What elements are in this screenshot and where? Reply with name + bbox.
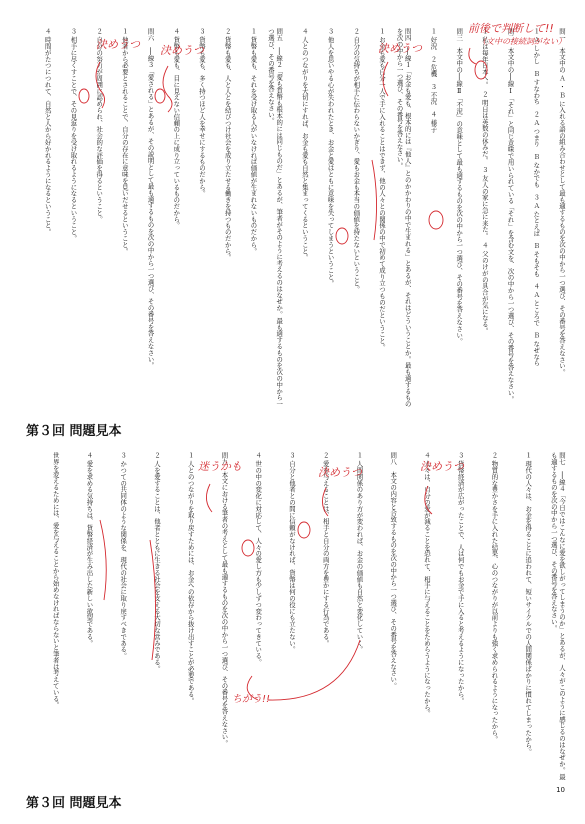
text-column: ２ 貨幣も愛も、人と人とを結びつけ社会を成り立たせる働きを持つものだから。 bbox=[223, 28, 232, 261]
text-column: ４ 人々は、自分の愛が減ることを恐れて、相手に与えることをためらうようになったから。 bbox=[423, 452, 431, 717]
annotation-8: ちがう!! bbox=[232, 694, 271, 705]
top-columns bbox=[26, 28, 566, 408]
text-column: ３ 貨幣経済が広がったことで、人は何でもお金で手に入ると考えるようになったから。 bbox=[456, 452, 465, 704]
text-column: 世界を変えるためには、愛を与えることから始めなければならないと筆者は考えている。 bbox=[51, 452, 60, 708]
text-column: １ お金も愛も自分一人で手に入れることはできず、他の人々との関係の中で初めて成り立つものだということ。 bbox=[378, 28, 386, 351]
text-column: ３ かつての共同体のような関係を、現代の社会に取り戻すべきである。 bbox=[119, 452, 128, 659]
text-column: ４ 人とのつながりを大切にすれば、お金も愛も自然と集まってくるということ。 bbox=[300, 28, 309, 261]
text-column: ２ 自分の努力が周囲に認められ、社会的な評価を得るということ。 bbox=[95, 28, 104, 223]
text-column: １ 人間関係のあり方が変われば、お金の価値も自然と変化していく。 bbox=[355, 452, 364, 653]
text-column: １ 現代の人々は、お金を得ることに追われて、短いサイクルでの人間関係ばかりに慣れてしまったから。 bbox=[524, 452, 533, 755]
text-column: 問一 本文中の Ａ ・ Ｂ に入れる語の組み合わせとして最も適するものを次の中から一つ選び、その番号を答えなさい。 bbox=[558, 28, 566, 376]
annotation-2: 決めうつ bbox=[160, 44, 204, 57]
text-column: ４ 世の中の変化に対応して、人々の愛し方も少しずつ変わってきている。 bbox=[254, 452, 263, 666]
text-column: ４ 時間がたつにつれて、自然と人から好かれるようになるということ。 bbox=[43, 28, 52, 235]
text-column: ２ 自分の気持ちが相手に伝わらないかぎり、愛もお金も本当の価値を持たないということ。 bbox=[352, 28, 361, 293]
text-column: 問五 ──線２「愛も貨幣も根本的には同じものだ」とあるが、筆者がそのように考えるのはなぜか。最も適するものを次の中から一つ選び、その番号を答えなさい。 bbox=[266, 28, 284, 407]
text-column: ４ 貨幣も愛も、目に見えない信頼の上に成り立っているものだから。 bbox=[172, 28, 181, 229]
text-column: １ 他者から必要とされることで、自分の存在に意味を見いだせるということ。 bbox=[120, 28, 129, 255]
text-column: 問九 本文における筆者の考えとして最も適するものを次の中から一つ選び、その番号を答えなさい。 bbox=[220, 452, 229, 747]
text-column: 問四 ──線１「お金も愛も、根本的には『他人』とのかかわりの中で生まれる」とあるが、それはどういうことか。最も適するものを次の中から一つ選び、その番号を答えなさい。 bbox=[395, 28, 412, 407]
text-column: 問七 ──線４「今日ではこんなに愛を欲しがってしまうのか」とあるが、人々がこのように感じるのはなぜか。最も適するものを次の中から一つ選び、その番号を答えなさい。 bbox=[549, 452, 566, 780]
text-column: 問六 ──線３「愛される」とあるが、その説明として最も適するものを次の中から一つ選び、その番号を答えなさい。 bbox=[146, 28, 155, 369]
text-column: ３ 相手に尽くすことで、その見返りを受け取れるようになるということ。 bbox=[69, 28, 78, 242]
annotation-1: 決めうつ bbox=[96, 38, 140, 51]
text-column: ４ 愛を求める気持ちは、貨幣経済が生み出した新しい欲望である。 bbox=[85, 452, 94, 647]
text-column: ２ 物質的な豊かさを手に入れた結果、心のつながりが以前よりも強く求められるようになったから。 bbox=[490, 452, 499, 743]
bottom-columns bbox=[26, 452, 566, 782]
text-column: 問八 本文の内容と合致するものを次の中から一つ選び、その番号を答えなさい。 bbox=[389, 452, 398, 689]
text-column: ３ 他人を思いやる心が失われたとき、お金と愛はともに意味を失ってしまうということ。 bbox=[326, 28, 335, 287]
annotation-4b: （文中の接続詞がない） bbox=[478, 37, 566, 46]
text-column: １ Ａ しかし Ｂ すなわち ２ Ａ つまり Ｂ なかでも ３ Ａ たとえば Ｂ そもそも ４ Ａ ところで Ｂ なぜなら bbox=[532, 28, 541, 366]
text-column: 問二 本文中の──線Ⅰ「それ」と同じ意味で用いられている「それ」を含む文を、次の中から一つ選び、その番号を答えなさい。 bbox=[506, 28, 515, 403]
text-column: ２ 愛を与えることは、相手と自分の両方を豊かにする行為である。 bbox=[321, 452, 330, 647]
text-column: １ 好況 ２ 危機 ３ 不況 ４ 様子 bbox=[429, 28, 438, 133]
text-column: １ 貨幣も愛も、それを受け取る人がいなければ価値が生まれないものだから。 bbox=[249, 28, 258, 255]
text-column: １ 人とのつながりを取り戻すためには、お金への依存から抜け出すことが必要である。 bbox=[186, 452, 195, 704]
annotation-3: 決めうつ bbox=[378, 42, 422, 55]
question-panel-top bbox=[26, 28, 566, 408]
annotation-7: 決めうつ bbox=[420, 460, 464, 473]
annotation-4: 前後で判断して!! bbox=[468, 22, 554, 35]
page-number: 10 bbox=[556, 786, 565, 794]
text-column: 問三 本文中の──線Ⅱ「不況」の意味として最も適するものを次の中から一つ選び、その番号を答えなさい。 bbox=[455, 28, 464, 345]
text-column: ３ 貨幣も愛も、多く持つほど人を幸せにするものだから。 bbox=[198, 28, 206, 197]
text-column: ２ 人を愛することは、他者とともに生きる社会を支える大切な営みである。 bbox=[153, 452, 161, 672]
section-label-bottom: 第３回 問題見本 bbox=[26, 796, 122, 811]
annotation-5: 迷うかも bbox=[198, 460, 242, 473]
question-panel-bottom bbox=[26, 452, 566, 782]
annotation-6: 決めうつ bbox=[318, 466, 362, 479]
section-label-top: 第３回 問題見本 bbox=[26, 424, 122, 439]
text-column: ３ 自分と他者との間に信頼がなければ、貨幣は何の役にも立たない。 bbox=[288, 452, 296, 653]
text-column: １ 私は毎年日本へ。 ２ 明日は英数の休みだ。 ３ 友人の家に急に来た。 ４ 父のけがの具合が気になる。 bbox=[480, 28, 489, 334]
